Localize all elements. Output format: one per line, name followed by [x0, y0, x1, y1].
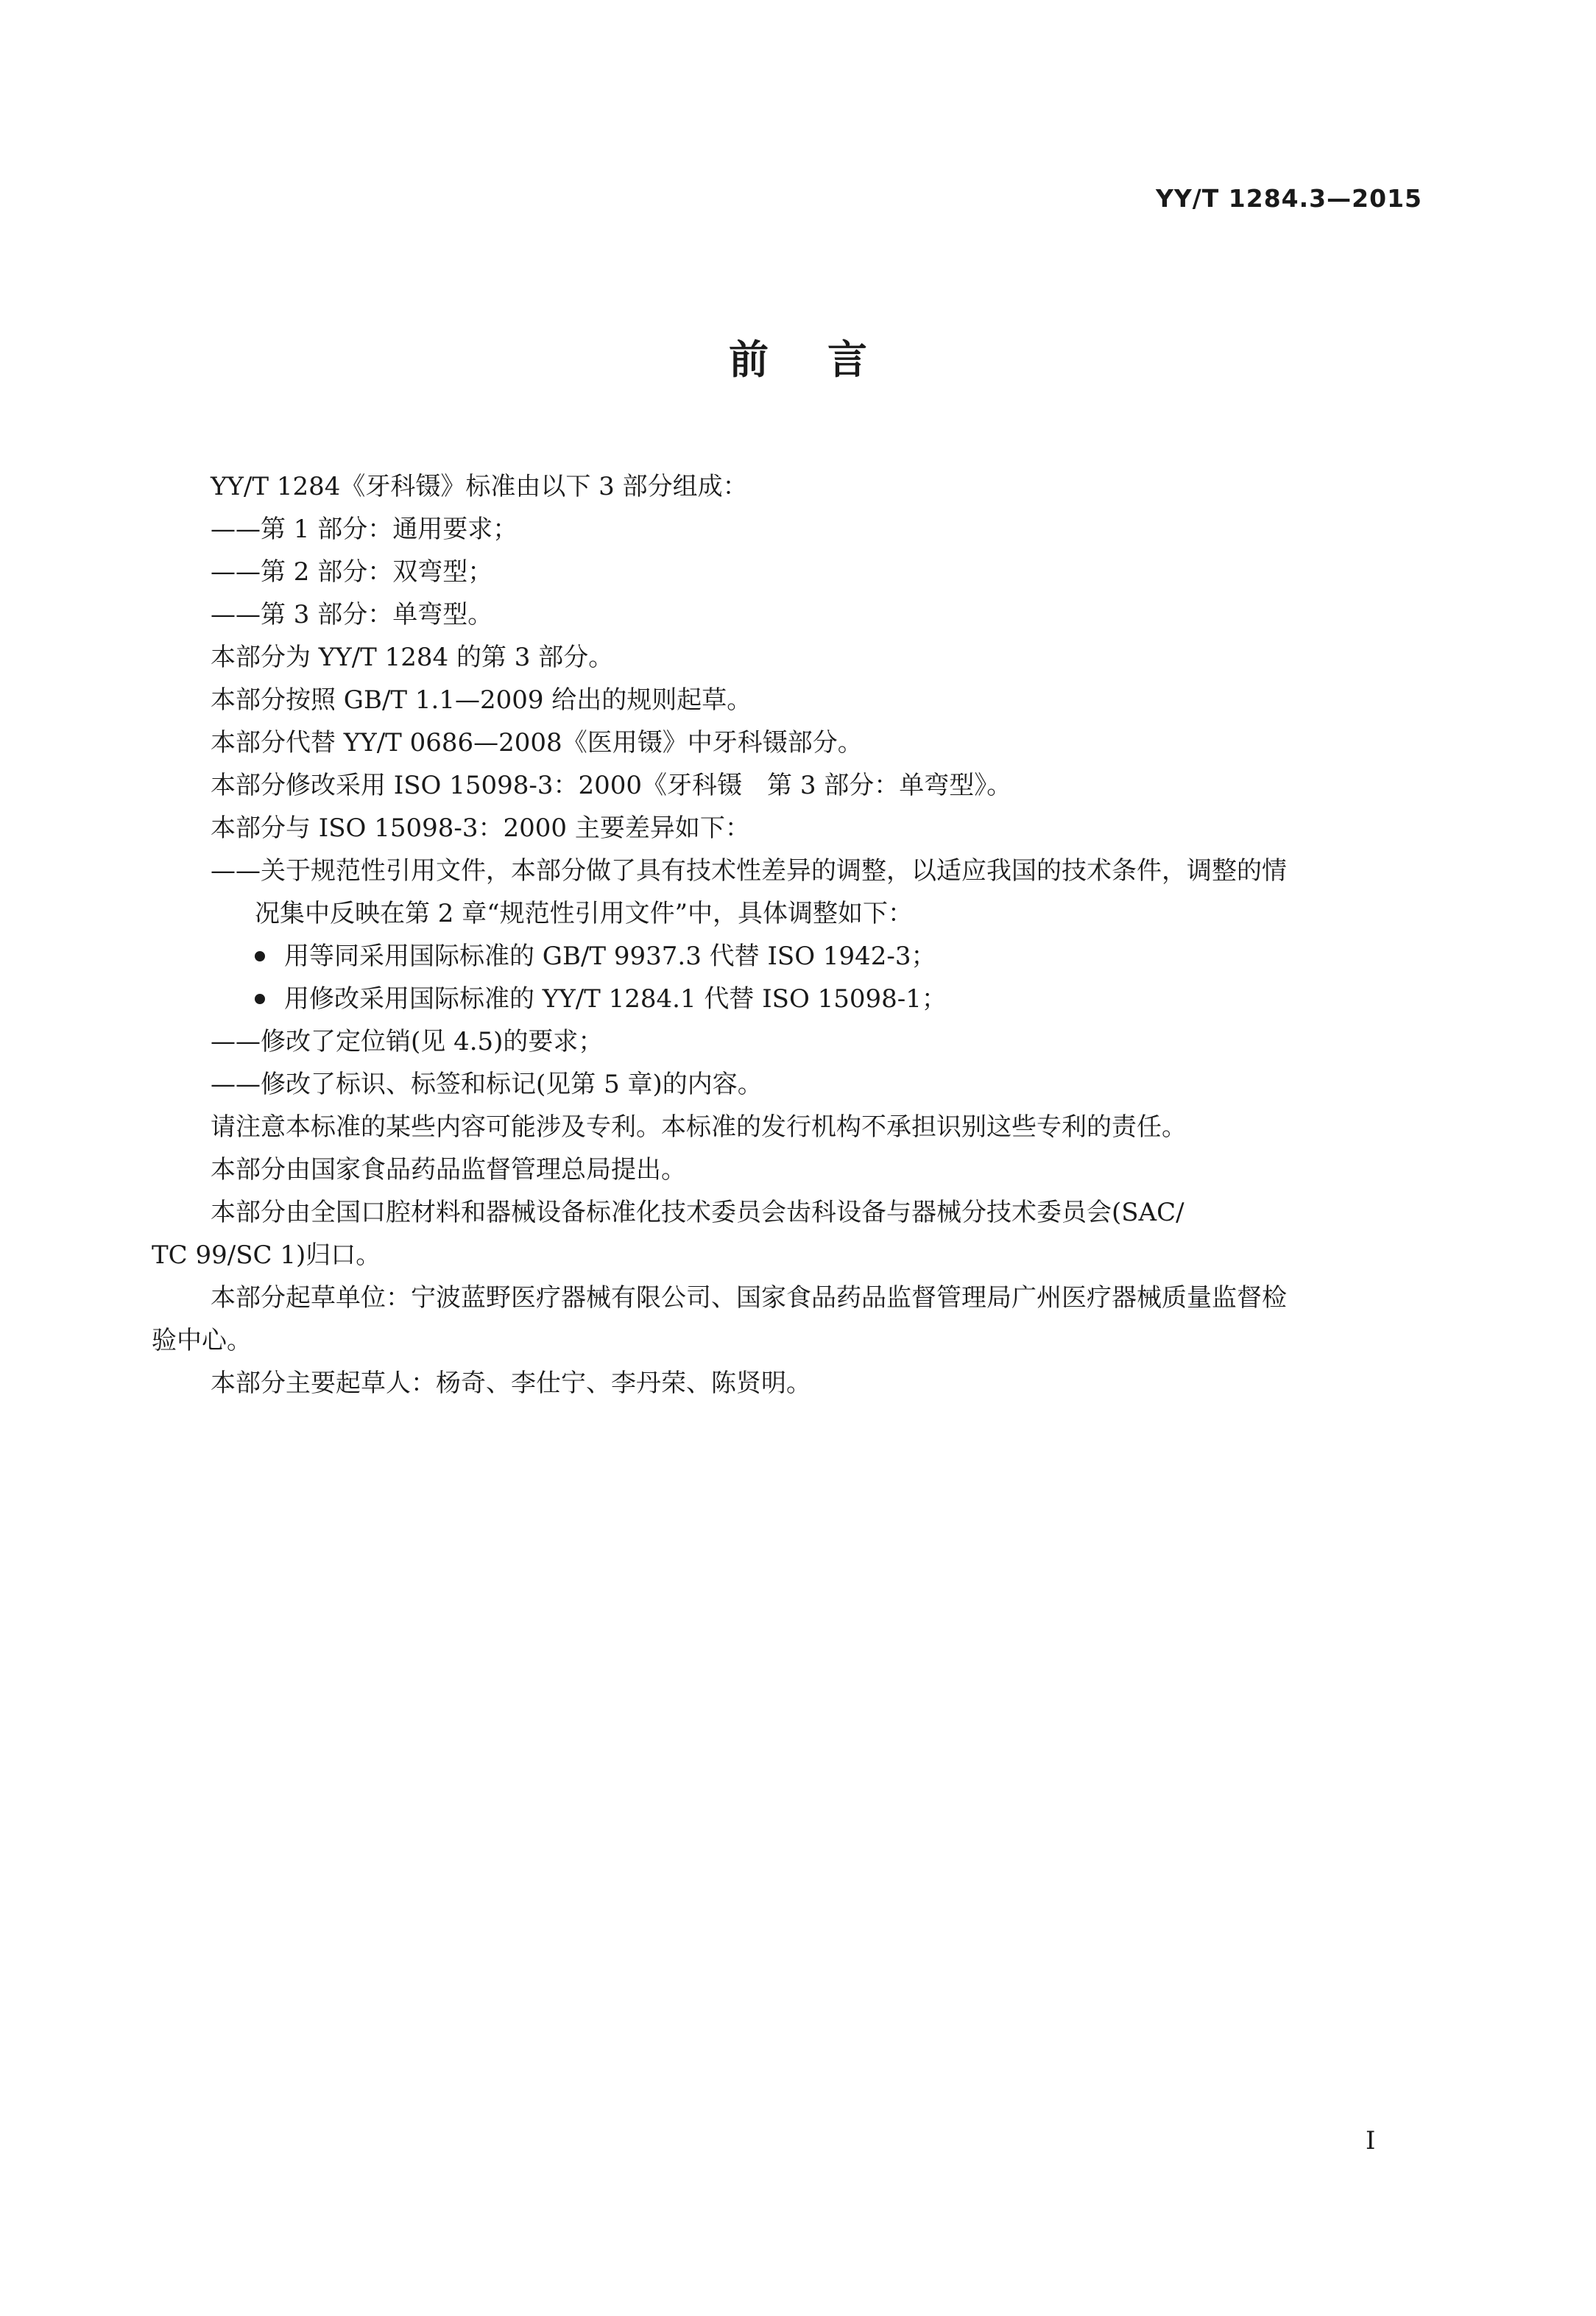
page-number: I — [1366, 2126, 1376, 2156]
difference-item: ——修改了标识、标签和标记(见第 5 章)的内容。 — [211, 1070, 763, 1099]
bullet-text: 用修改采用国际标准的 YY/T 1284.1 代替 ISO 15098-1； — [284, 984, 947, 1014]
foreword-body — [152, 465, 1433, 1405]
drafting-units-continuation: 验中心。 — [152, 1326, 252, 1355]
proposed-by-paragraph: 本部分由国家食品药品监督管理总局提出。 — [211, 1155, 686, 1185]
part-list-item: ——第 2 部分：双弯型； — [211, 557, 493, 587]
intro-paragraph: YY/T 1284《牙科镊》标准由以下 3 部分组成： — [211, 472, 748, 501]
adopts-paragraph: 本部分修改采用 ISO 15098-3：2000《牙科镊 第 3 部分：单弯型》。 — [211, 771, 1012, 800]
differences-intro: 本部分与 ISO 15098-3：2000 主要差异如下： — [211, 813, 750, 843]
difference-item: ——修改了定位销(见 4.5)的要求； — [211, 1027, 604, 1056]
difference-item: ——关于规范性引用文件，本部分做了具有技术性差异的调整，以适应我国的技术条件，调整的情 — [211, 856, 1287, 886]
drafting-rules-paragraph: 本部分按照 GB/T 1.1—2009 给出的规则起草。 — [211, 685, 752, 715]
standard-number: YY/T 1284.3—2015 — [1155, 184, 1422, 213]
bullet-item — [152, 935, 1433, 978]
drafting-units-paragraph: 本部分起草单位：宁波蓝野医疗器械有限公司、国家食品药品监督管理局广州医疗器械质量监督检 — [211, 1283, 1287, 1313]
part-list-item: ——第 3 部分：单弯型。 — [211, 600, 493, 629]
this-part-paragraph: 本部分为 YY/T 1284 的第 3 部分。 — [211, 643, 614, 672]
committee-paragraph-continuation: TC 99/SC 1)归口。 — [152, 1240, 381, 1270]
bullet-item — [152, 978, 1433, 1020]
committee-paragraph: 本部分由全国口腔材料和器械设备标准化技术委员会齿科设备与器械分技术委员会(SAC/ — [211, 1198, 1184, 1227]
page-title: 前言 — [729, 336, 926, 383]
bullet-icon — [255, 951, 265, 961]
drafters-paragraph: 本部分主要起草人：杨奇、李仕宁、李丹荣、陈贤明。 — [211, 1369, 811, 1398]
part-list-item: ——第 1 部分：通用要求； — [211, 515, 518, 544]
bullet-text: 用等同采用国际标准的 GB/T 9937.3 代替 ISO 1942-3； — [284, 942, 936, 971]
patent-notice: 请注意本标准的某些内容可能涉及专利。本标准的发行机构不承担识别这些专利的责任。 — [211, 1112, 1187, 1142]
difference-item-continuation: 况集中反映在第 2 章“规范性引用文件”中，具体调整如下： — [255, 899, 914, 928]
bullet-icon — [255, 994, 265, 1004]
replaces-paragraph: 本部分代替 YY/T 0686—2008《医用镊》中牙科镊部分。 — [211, 728, 863, 758]
